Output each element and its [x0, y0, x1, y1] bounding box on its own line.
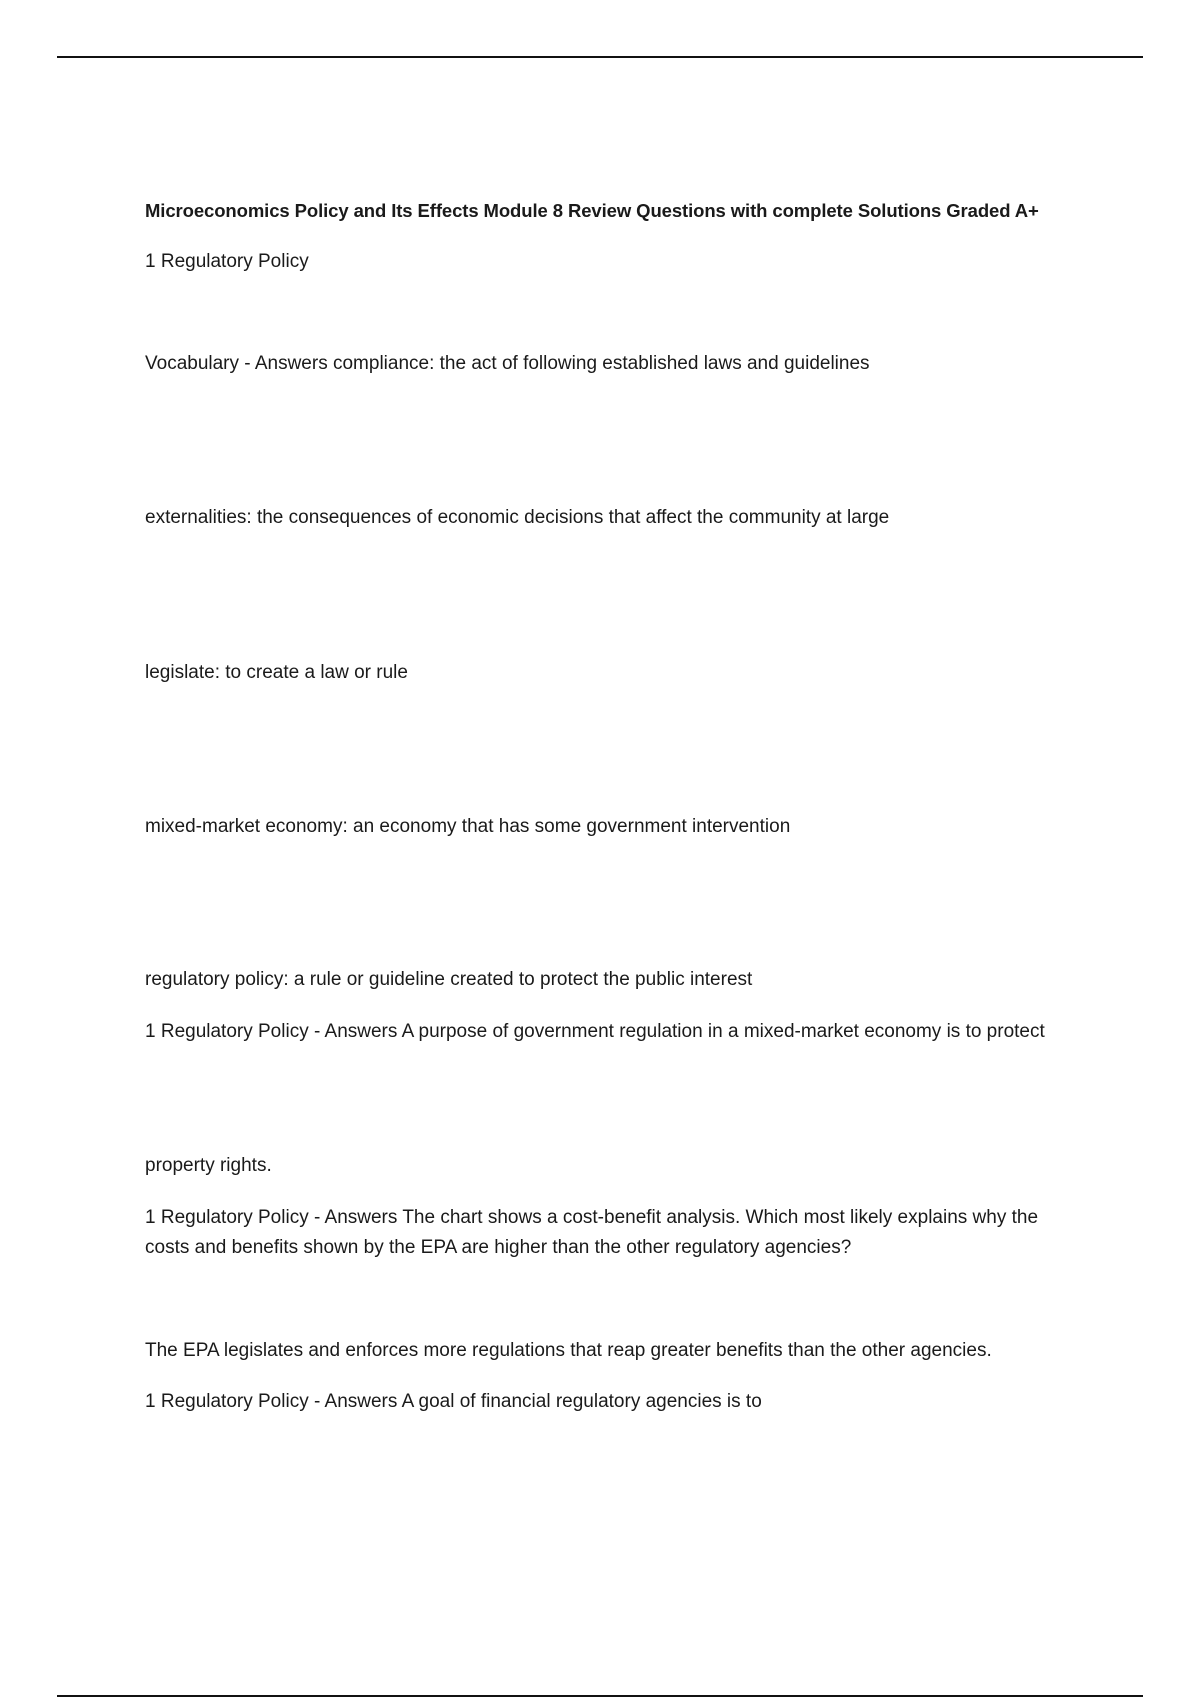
document-title: Microeconomics Policy and Its Effects Module 8 Review Questions with complete Solutions Graded A+: [145, 200, 1039, 221]
vocabulary-compliance: Vocabulary - Answers compliance: the act of following established laws and guidelines: [145, 353, 870, 374]
question-government-regulation: 1 Regulatory Policy - Answers A purpose of government regulation in a mixed-market economy is to protect: [145, 1021, 1045, 1042]
vocabulary-mixed-market-economy: mixed-market economy: an economy that has some government intervention: [145, 816, 791, 837]
answer-epa-regulations: The EPA legislates and enforces more regulations that reap greater benefits than the other agencies.: [145, 1340, 992, 1361]
question-financial-regulatory-agencies: 1 Regulatory Policy - Answers A goal of financial regulatory agencies is to: [145, 1391, 762, 1412]
section-heading: 1 Regulatory Policy: [145, 251, 309, 272]
vocabulary-externalities: externalities: the consequences of economic decisions that affect the community at large: [145, 507, 890, 528]
footer-rule: [57, 1695, 1143, 1697]
header-rule: [57, 56, 1143, 58]
vocabulary-regulatory-policy: regulatory policy: a rule or guideline created to protect the public interest: [145, 969, 753, 990]
answer-property-rights: property rights.: [145, 1155, 272, 1176]
question-cost-benefit-chart: 1 Regulatory Policy - Answers The chart shows a cost-benefit analysis. Which most likely explains why the costs and benefits shown by the EPA are higher than the other regulatory agencies?: [145, 1207, 1039, 1258]
vocabulary-legislate: legislate: to create a law or rule: [145, 662, 408, 683]
